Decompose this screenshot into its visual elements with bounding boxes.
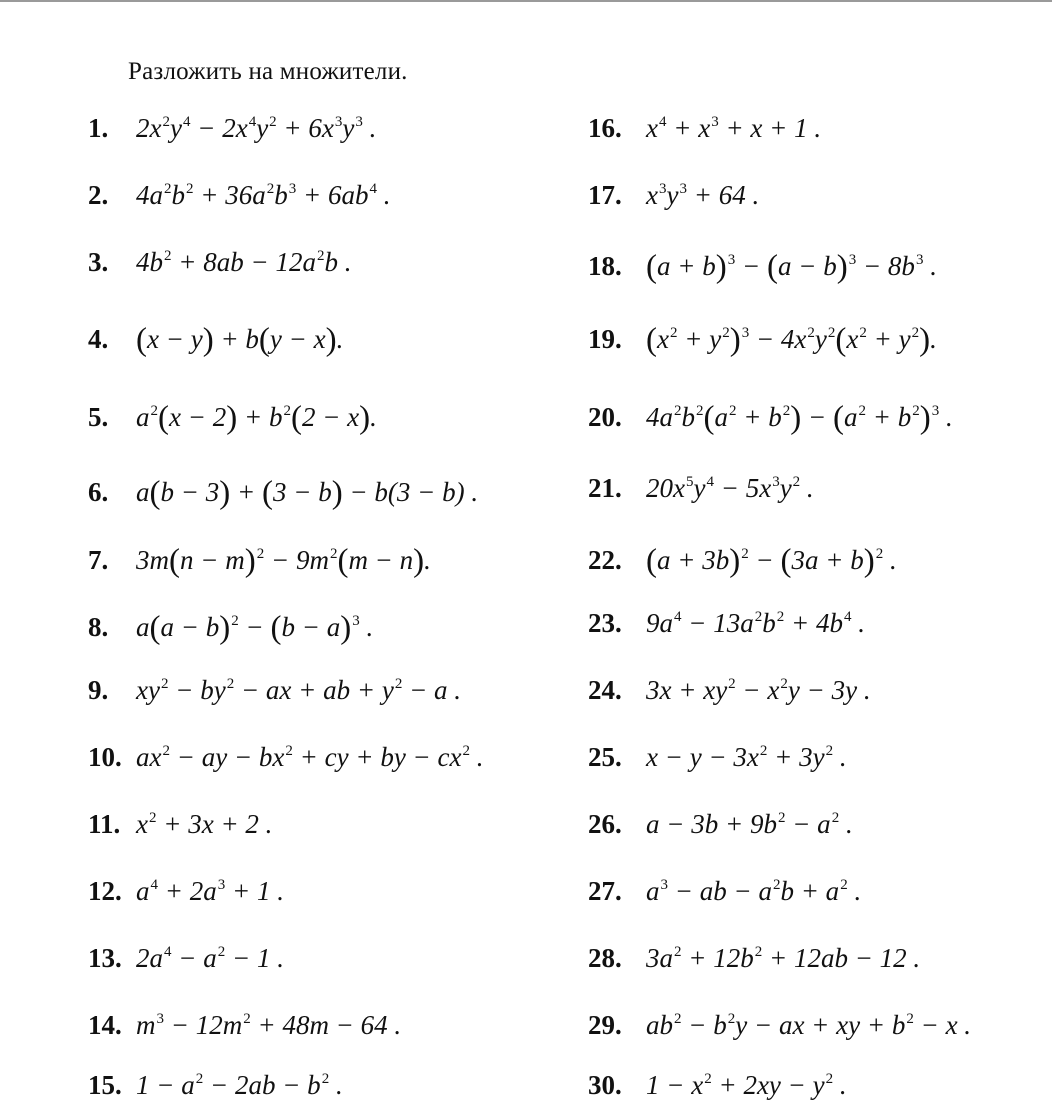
- problem-item: [588, 115, 821, 142]
- problem-item: [88, 249, 351, 276]
- problem-expression: $a^4 + 2a^3 + 1$ .: [136, 876, 284, 906]
- problem-number: 18.: [588, 251, 622, 281]
- problem-item: [88, 1012, 401, 1039]
- problem-expression: $ab^2 - b^2y$ − ax + xy + $b^2 - x$ .: [646, 1010, 972, 1040]
- problem-item: [588, 182, 759, 209]
- problem-number: 16.: [588, 113, 622, 143]
- problem-item: [588, 543, 897, 579]
- problem-expression: $4a^2b^2(a^2 + b^2) - (a^2 + b^2)^3$ .: [646, 400, 953, 436]
- problem-number: 3.: [88, 247, 109, 277]
- problem-expression: $2a^4 - a^2 - 1$ .: [136, 943, 284, 973]
- problem-item: [88, 182, 390, 209]
- problem-item: [588, 945, 920, 972]
- problem-expression: $3a^2 + 12b^2 + 12ab - 12$ .: [646, 943, 921, 973]
- problem-expression: $m^3 - 12m^2 + 48m - 64$ .: [136, 1010, 402, 1040]
- problem-item: [88, 610, 374, 646]
- problem-expression: (x − y) + b(y − x).: [136, 322, 344, 358]
- problem-expression: $x - y - 3x^2 + 3y^2$ .: [646, 742, 847, 772]
- problem-number: 4.: [88, 324, 109, 354]
- problem-expression: $x^2 + 3x + 2$ .: [136, 809, 273, 839]
- problem-number: 19.: [588, 324, 622, 354]
- problem-number: 15.: [88, 1070, 122, 1100]
- problem-item: [88, 543, 431, 579]
- page-title: Разложить на множители.: [128, 58, 408, 85]
- problem-expression: $3m(n - m)^2 - 9m^2(m - n)$.: [136, 543, 431, 579]
- problem-expression: $x^4 + x^3 + x + 1$ .: [646, 113, 822, 143]
- top-border-line: [0, 0, 1052, 2]
- problem-item: [588, 1012, 971, 1039]
- problem-number: 29.: [588, 1010, 622, 1040]
- problem-number: 12.: [88, 876, 122, 906]
- problem-number: 13.: [88, 943, 122, 973]
- problem-item: [88, 878, 284, 905]
- problem-item: [588, 677, 871, 704]
- problem-item: [88, 945, 284, 972]
- problem-item: [88, 744, 484, 771]
- problem-number: 8.: [88, 612, 109, 642]
- problem-number: 6.: [88, 477, 109, 507]
- problem-number: 20.: [588, 402, 622, 432]
- problem-expression: $a - 3b + 9b^2 - a^2$ .: [646, 809, 853, 839]
- problem-number: 30.: [588, 1070, 622, 1100]
- problem-expression: $a^2(x - 2) + b^2(2 - x)$.: [136, 400, 377, 436]
- problem-item: [588, 878, 861, 905]
- problem-item: [588, 400, 953, 436]
- problem-number: 9.: [88, 675, 109, 705]
- problem-item: [88, 322, 344, 358]
- problem-number: 17.: [588, 180, 622, 210]
- problem-number: 1.: [88, 113, 109, 143]
- problem-number: 24.: [588, 675, 622, 705]
- problem-item: [88, 400, 377, 436]
- problem-expression: $1 - a^2 - 2ab - b^2$ .: [136, 1070, 343, 1100]
- problem-number: 25.: [588, 742, 622, 772]
- problem-number: 5.: [88, 402, 109, 432]
- problem-expression: $a^3$ − ab − $a^2b + a^2$ .: [646, 876, 862, 906]
- problem-number: 7.: [88, 545, 109, 575]
- problem-number: 22.: [588, 545, 622, 575]
- problem-item: [88, 475, 479, 511]
- problem-number: 21.: [588, 473, 622, 503]
- problem-expression: $a(a - b)^2 - (b - a)^3$ .: [136, 610, 374, 646]
- problem-item: [588, 249, 937, 285]
- problem-expression: $x^3y^3 + 64$ .: [646, 180, 760, 210]
- problem-number: 11.: [88, 809, 121, 839]
- problem-item: [588, 1072, 847, 1099]
- problem-expression: $2x^2y^4 - 2x^4y^2 + 6x^3y^3$ .: [136, 113, 377, 143]
- problem-item: [588, 475, 814, 502]
- problem-expression: $xy^2 - by^2$ − ax + ab + $y^2 - a$ .: [136, 675, 462, 705]
- problem-expression: $20x^5y^4 - 5x^3y^2$ .: [646, 473, 814, 503]
- problem-expression: $4a^2b^2 + 36a^2b^3 + 6ab^4$ .: [136, 180, 391, 210]
- problem-number: 2.: [88, 180, 109, 210]
- problem-number: 14.: [88, 1010, 122, 1040]
- problem-number: 23.: [588, 608, 622, 638]
- problem-expression: a(b − 3) + (3 − b) − b(3 − b) .: [136, 475, 479, 511]
- problem-expression: $ax^2$ − ay − $bx^2$ + cy + by − $cx^2$ .: [136, 742, 484, 772]
- problem-number: 26.: [588, 809, 622, 839]
- problem-item: [588, 811, 853, 838]
- problem-expression: $4b^2 + 8ab - 12a^2b$ .: [136, 247, 352, 277]
- problem-item: [88, 677, 461, 704]
- problem-item: [588, 322, 937, 358]
- problem-expression: $(a + b)^3 - (a - b)^3 - 8b^3$ .: [646, 249, 937, 285]
- problem-number: 28.: [588, 943, 622, 973]
- problem-expression: $3x + xy^2 - x^2y - 3y$ .: [646, 675, 871, 705]
- problem-expression: $(x^2 + y^2)^3 - 4x^2y^2(x^2 + y^2)$.: [646, 322, 937, 358]
- problem-item: [88, 1072, 343, 1099]
- problem-number: 27.: [588, 876, 622, 906]
- problem-number: 10.: [88, 742, 122, 772]
- problem-expression: $1 - x^2 + 2xy - y^2$ .: [646, 1070, 847, 1100]
- problem-item: [588, 610, 865, 637]
- problem-item: [88, 115, 376, 142]
- problem-item: [588, 744, 847, 771]
- problem-expression: $(a + 3b)^2 - (3a + b)^2$ .: [646, 543, 897, 579]
- problem-expression: $9a^4 - 13a^2b^2 + 4b^4$ .: [646, 608, 865, 638]
- problem-item: [88, 811, 272, 838]
